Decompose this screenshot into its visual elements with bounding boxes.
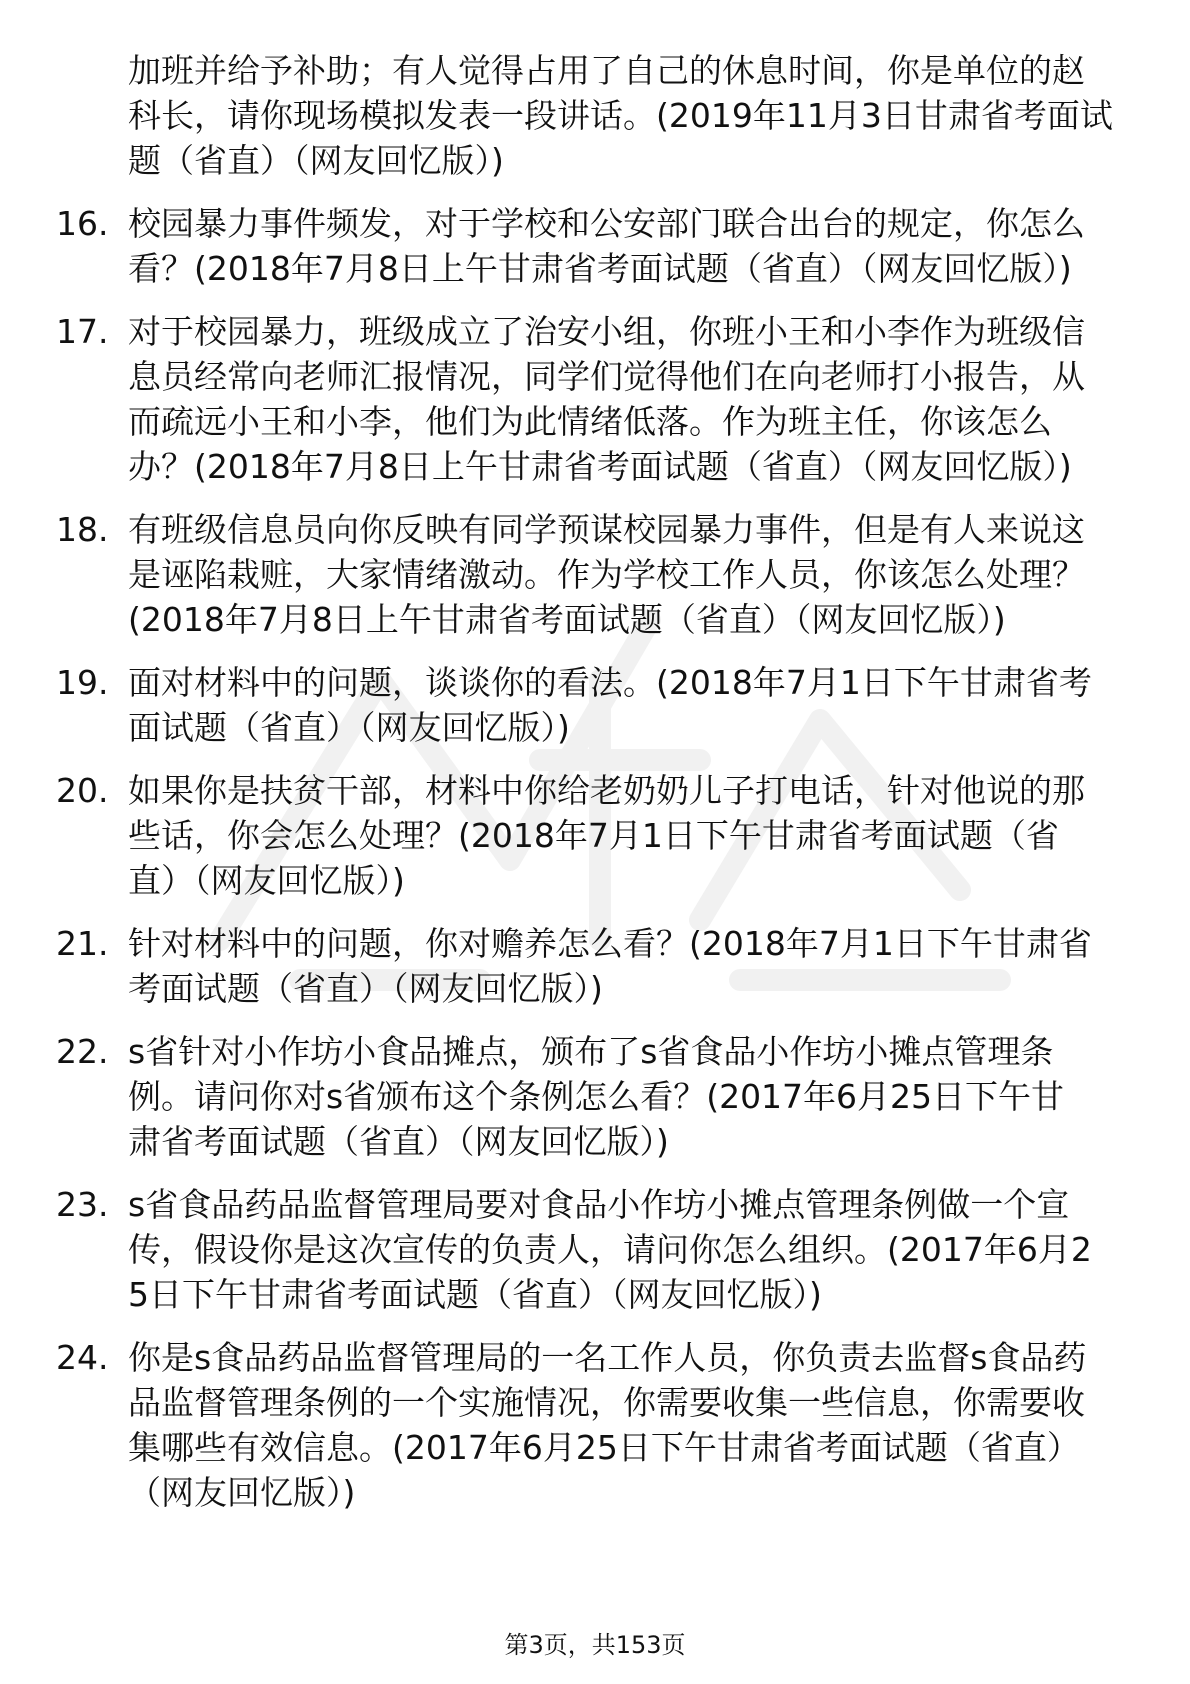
item-number: 22. [56,1032,109,1071]
item-text: 有班级信息员向你反映有同学预谋校园暴力事件，但是有人来说这是诬陷栽赃，大家情绪激动。作为学校工作人员，你该怎么处理？(2018年7月8日上午甘肃省考面试题（省直）（网友回忆版）) [128,510,1085,639]
item-text: 校园暴力事件频发，对于学校和公安部门联合出台的规定，你怎么看？(2018年7月8日上午甘肃省考面试题（省直）（网友回忆版）) [128,204,1085,288]
item-number: 17. [56,312,109,351]
list-item [56,1335,1116,1515]
document-body [56,48,1116,1533]
page-footer: 第3页，共153页 [504,1631,686,1659]
list-item [56,660,1116,750]
item-number: 24. [56,1338,109,1377]
item-text: 针对材料中的问题，你对赡养怎么看？(2018年7月1日下午甘肃省考面试题（省直）（网友回忆版）) [128,924,1092,1008]
item-number: 23. [56,1185,109,1224]
item-text: s省针对小作坊小食品摊点，颁布了s省食品小作坊小摊点管理条例。请问你对s省颁布这个条例怎么看？(2017年6月25日下午甘肃省考面试题（省直）（网友回忆版）) [128,1032,1065,1161]
list-item [56,507,1116,642]
item-number: 16. [56,204,109,243]
list-item [56,921,1116,1011]
item-number: 20. [56,771,109,810]
list-item [56,1182,1116,1317]
item-text: 面对材料中的问题，谈谈你的看法。(2018年7月1日下午甘肃省考面试题（省直）（网友回忆版）) [128,663,1092,747]
item-number: 19. [56,663,109,702]
item-text: 对于校园暴力，班级成立了治安小组，你班小王和小李作为班级信息员经常向老师汇报情况，同学们觉得他们在向老师打小报告，从而疏远小王和小李，他们为此情绪低落。作为班主任，你该怎么办？(2018年7月8日上午甘肃省考面试题（省直）（网友回忆版）) [128,312,1085,486]
continued-paragraph: 加班并给予补助；有人觉得占用了自己的休息时间，你是单位的赵科长，请你现场模拟发表一段讲话。(2019年11月3日甘肃省考面试题（省直）（网友回忆版）) [128,51,1113,180]
list-item [56,309,1116,489]
item-text: 如果你是扶贫干部，材料中你给老奶奶儿子打电话，针对他说的那些话，你会怎么处理？(2018年7月1日下午甘肃省考面试题（省直）（网友回忆版）) [128,771,1085,900]
item-text: s省食品药品监督管理局要对食品小作坊小摊点管理条例做一个宣传，假设你是这次宣传的负责人，请问你怎么组织。(2017年6月25日下午甘肃省考面试题（省直）（网友回忆版）) [128,1185,1092,1314]
list-item [56,1029,1116,1164]
item-number: 18. [56,510,109,549]
item-number: 21. [56,924,109,963]
list-item [56,768,1116,903]
item-text: 你是s食品药品监督管理局的一名工作人员，你负责去监督s食品药品监督管理条例的一个实施情况，你需要收集一些信息，你需要收集哪些有效信息。(2017年6月25日下午甘肃省考面试题（省直）（网友回忆版）) [128,1338,1087,1512]
list-item [56,201,1116,291]
